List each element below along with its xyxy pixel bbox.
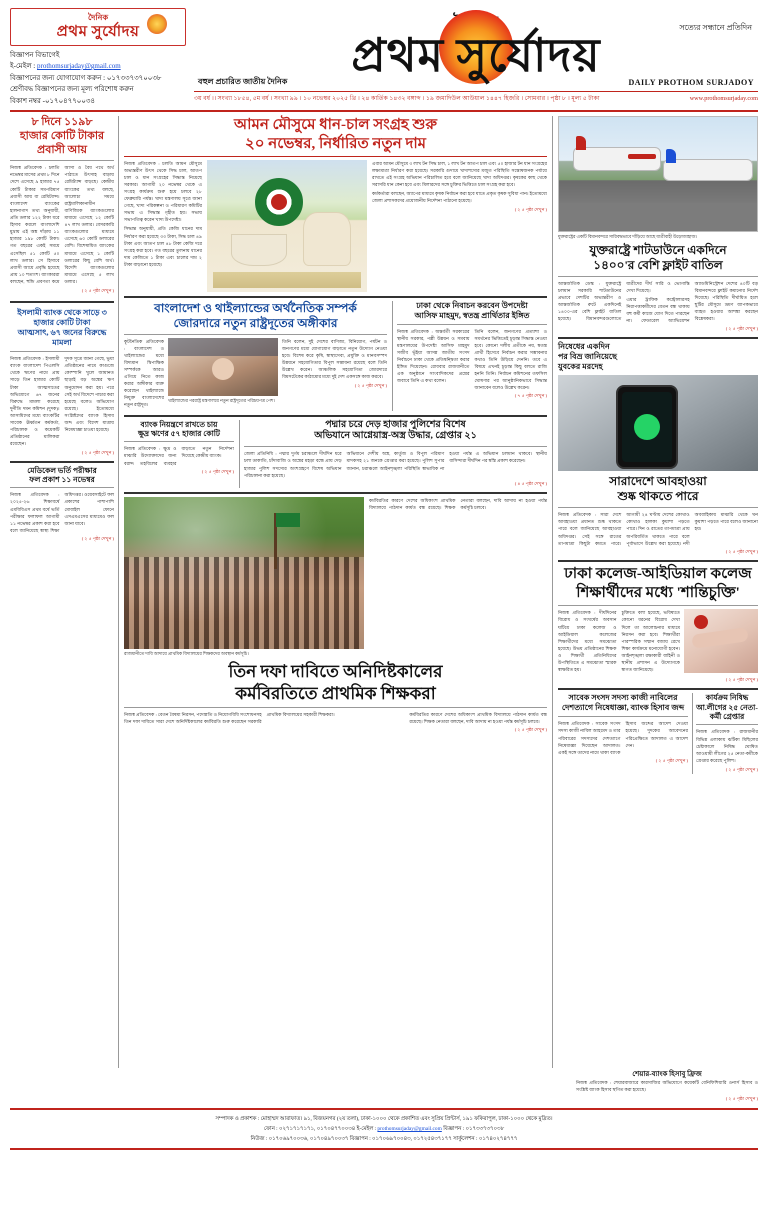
- islami-bank-body-1: নিজস্ব প্রতিবেদক : ইসলামী ব্যাংক বাংলাদেশ পিএলসি থেকে ঋণের নামে প্রায় সাড়ে তিন হাজার কোটি টাকা আত্মসাতের অভিযোগে ৬৭ জনের বিরুদ্ধে মামলা করেছে দুর্নীতি দমন কমিশন (দুদক)। আসামিদের মধ্যে ব্যাংকটির সাবেক ঊর্ধ্বতন কর্মকর্তা, পরিচালক ও কয়েকটি প্রতিষ্ঠানের মালিকরা রয়েছেন।: [10, 356, 60, 447]
- small-bank-headline-2: ক্ষুদ্র ঋণের ৫৭ হাজার কোটি: [137, 428, 220, 438]
- issue-info: ৩য় বর্ষ ।। সংখ্যা ১৮৫৪, ৫ম বর্ষ । সংখ্যা ৯৯ । ১০ নভেম্বর ২০২৫ খ্রি । ২৪ কার্তিক ১৪৩২ বঙ্গাব্দ । ১৯ জমাদিউল আউয়াল ১৪৪৭ হিজরি । সোমবার । পৃষ্ঠা ৮ । মূল্য ৫ টাকা: [194, 94, 600, 102]
- airport-caption: যুক্তরাষ্ট্রের একটি বিমানবন্দরে সারিবদ্ধভাবে দাঁড়িয়ে আছে যাত্রীবাহী উড়োজাহাজ।: [558, 234, 697, 239]
- nabil-body-text: নিজস্ব প্রতিবেদক : সাবেক সংসদ সদস্য কাজী নাবিল আহমেদ ও তার পরিবারের সদস্যদের দেশত্যাগে নিষেধাজ্ঞা দিয়েছেন আদালত। একই সঙ্গে তাদের নামে থাকা ব্যাংক হিসাব জব্দের আদেশ দেওয়া হয়েছে। দুদকের আবেদনের পরিপ্রেক্ষিতে আদালত এ আদেশ দেন।: [558, 721, 688, 755]
- lead-body-a1: নিজস্ব প্রতিবেদক : চলতি আমন মৌসুমে অভ্যন্তরীণ উৎস থেকে সিদ্ধ চাল, আতপ চাল ও ধান সংগ্রহের সিদ্ধান্ত নিয়েছে সরকার। আগামী ২০ নভেম্বর থেকে এ সংগ্রহ কার্যক্রম শুরু হয়ে চলবে ২৮ ফেব্রুয়ারি পর্যন্ত। খাদ্য মন্ত্রণালয় সূত্রে জানা গেছে, খাদ্য পরিকল্পনা ও পরিধারণ কমিটির সভায় এ সিদ্ধান্ত গৃহীত হয়। সভায় সভাপতিত্ব করেন খাদ্য উপদেষ্টা।: [124, 160, 202, 223]
- footer-email-link[interactable]: prothomsurjaday@gmail.com: [377, 1125, 442, 1132]
- remittance-headline-3: প্রবাসী আয়: [37, 143, 87, 156]
- medical-exam-continue: ( ২ ৫ পৃষ্ঠা দেখুন ): [81, 535, 114, 541]
- medical-exam-headline-2: ফল প্রকাশ ১১ নভেম্বর: [29, 474, 95, 484]
- nabil-headline-2: দেশত্যাগে নিষেধাজ্ঞা, ব্যাংক হিসাব জব্দ: [561, 703, 685, 713]
- teachers-side-text: [369, 497, 547, 512]
- teachers-body-1: নিজস্ব প্রতিবেদক : বেতন বৈষম্য নিরসন, পদোন্নতি ও নিয়োগবিধি সংশোধনসহ তিন দফা দাবিতে সারা দেশে অনির্দিষ্টকালের কর্মবিরতি শুরু করেছেন সরকারি প্রাথমিক বিদ্যালয়ের সহকারী শিক্ষকরা।: [124, 711, 335, 724]
- paddy-field-shape: [213, 272, 361, 288]
- logo-box: [10, 8, 186, 46]
- lead-headline-1: আমন মৌসুমে ধান-চাল সংগ্রহ শুরু: [234, 117, 437, 133]
- masthead-sub-left: বহুল প্রচারিত জাতীয় দৈনিক: [198, 76, 288, 86]
- lead-body-col-b: [372, 160, 547, 205]
- logo-dainik-label: দৈনিক: [87, 13, 109, 22]
- website-url[interactable]: www.prothomsurjaday.com: [689, 94, 758, 102]
- teachers-headline-2: কর্মবিরতিতে প্রাথমিক শিক্ষকরা: [235, 683, 436, 703]
- hand-shape: [691, 627, 748, 649]
- medical-exam-body-text: নিজস্ব প্রতিবেদক : ২০২৫-২৬ শিক্ষাবর্ষে এমবিবিএস প্রথম বর্ষে ভর্তি পরীক্ষার ফলাফল আগামী ১১ নভেম্বর প্রকাশ করা হবে বলে জানিয়েছে স্বাস্থ্য শিক্ষা অধিদপ্তর। ওয়েবসাইটে ফল প্রকাশের পাশাপাশি মোবাইল ফোনে এসএমএসের মাধ্যমেও ফল জানা যাবে।: [10, 492, 114, 533]
- medical-exam-headline-1: মেডিকেল ভর্তি পরীক্ষার: [27, 465, 97, 475]
- share-box-body: [576, 1079, 758, 1093]
- lead-body-b2: কর্মকর্তারা বলছেন, অ্যাপের মাধ্যমে কৃষক নির্বাচন করা হবে যাতে প্রকৃত কৃষক সুবিধা পান। ইতোমধ্যে জেলা প্রশাসকদের প্রয়োজনীয় নির্দেশনা পাঠানো হয়েছে।: [372, 190, 547, 204]
- masthead-title: প্রথম সুর্যোদয়: [351, 30, 601, 81]
- weather-continue: ( ২ ৫ পৃষ্ঠা দেখুন ): [725, 548, 758, 554]
- masthead-left-info: [10, 8, 186, 107]
- adviser-headline-1: ঢাকা থেকে নিবাচন করবেন উপদেষ্টা: [416, 300, 528, 310]
- lead-headline-2: ২০ নভেম্বর, নির্ধারিত নতুন দাম: [244, 135, 427, 152]
- teachers-body-2: কর্মবিরতির কারণে দেশের অধিকাংশ প্রাথমিক বিদ্যালয়ে পাঠদান কার্যত বন্ধ রয়েছে। শিক্ষক নেতারা বলছেন, দাবি আদায় না হওয়া পর্যন্ত কর্মসূচি চলবে।: [409, 711, 547, 724]
- footer-line-2: [16, 1124, 752, 1134]
- adviser-continue: ( ৭ ৫ পৃষ্ঠা দেখুন ): [514, 393, 547, 399]
- footer-ad-label: বিজ্ঞাপন : ০১৭৩৩৭৩৭০৩৮: [443, 1125, 505, 1132]
- masthead: [10, 8, 758, 112]
- police-body: [244, 450, 547, 478]
- al-arrest-headline-3: কর্মী গ্রেপ্তার: [709, 712, 745, 722]
- al-arrest-continue: ( ২ ৫ পৃষ্ঠা দেখুন ): [725, 766, 758, 772]
- remittance-body-text: নিজস্ব প্রতিবেদক : চলতি নভেম্বর মাসের প্রথম ৮ দিনে দেশে এসেছে ৯ হাজার ৭৫ কোটি টাকার সমপরিমাণ প্রবাসী আয় বা রেমিট্যান্স। বাংলাদেশ ব্যাংকের হালনাগাদ তথ্য অনুযায়ী, প্রতি ডলার ১২২ টাকা ধরে হিসাব করলে বাংলাদেশি মুদ্রায় এই অঙ্ক দাঁড়ায় ১১ হাজার ১৯৮ কোটি টাকা। গত বছরের একই সময়ে এসেছিল ৫১ কোটি ৫০ লাখ ডলার। সে হিসাবে প্রবাসী আয়ে প্রবৃদ্ধি হয়েছে প্রায় ১০ শতাংশ। ব্যাংকাররা বলছেন, হুন্ডি প্রবণতা কমে আসা ও বৈধ পথে অর্থ পাঠাতে উৎসাহ বাড়ায় রেমিট্যান্স বাড়ছে। কেন্দ্রীয় ব্যাংকের তথ্য বলছে, আলোচ্য সময়ে রাষ্ট্রমালিকানাধীন বাণিজ্যিক ব্যাংকগুলোর মাধ্যমে এসেছে ১২ কোটি ৪৭ লাখ ডলার। বেসরকারি ব্যাংকগুলোর মাধ্যমে এসেছে ৬০ কোটি ডলারের বেশি। বিশেষায়িত ব্যাংকের মাধ্যমে এসেছে ১ কোটি ডলারের কিছু বেশি অর্থ। বিদেশি ব্যাংকগুলোর মাধ্যমে এসেছে ৫ লাখ ডলার।: [10, 165, 114, 284]
- masthead-email-link[interactable]: prothomsurjaday@gmail.com: [37, 62, 121, 70]
- whatsapp-icon: [634, 414, 660, 440]
- ambassador-caption: থাইল্যান্ডের পররাষ্ট্র মন্ত্রণালয়ে নতুন রাষ্ট্রদূতের পরিচয়পত্র পেশ।: [168, 397, 275, 403]
- whatsapp-kicker-1: নিষেধের একদিন: [558, 342, 610, 352]
- plane-1-shape: [573, 147, 661, 171]
- email-line: [10, 61, 186, 72]
- footer-phone-label: ফোন : ০২৭১৭১৭১৭১, ০১৭০৪৭৭০০৩৪ ই-মেইল :: [263, 1125, 377, 1132]
- thailand-body-2: [282, 338, 387, 411]
- small-bank-headline-1: ব্যাংক নিয়ন্ত্রণে রাখতে চায়: [140, 419, 218, 429]
- masthead-issue-strip: [194, 91, 758, 104]
- thailand-headline-2: জোরদারে নতুন রাষ্ট্রদূতের অঙ্গীকার: [173, 315, 338, 330]
- small-bank-body: [124, 445, 234, 466]
- thailand-body-1: [124, 338, 164, 411]
- al-arrest-body: [696, 728, 758, 764]
- thailand-body-text-2: তিনি বলেন, দুই দেশের বাণিজ্য, বিনিয়োগ, পর্যটন ও জনগণের মধ্যে যোগাযোগ বাড়াতে নতুন উদ্যোগ নেওয়া হবে। বিশেষ করে কৃষি, স্বাস্থ্যসেবা, প্রযুক্তি ও মানবসম্পদ উন্নয়নে সহযোগিতার বিপুল সম্ভাবনা রয়েছে বলে তিনি উল্লেখ করেন। আঞ্চলিক সহযোগিতা জোরদারে বিমসটেকের কাঠামোর মধ্যে দুই দেশ একসঙ্গে কাজ করবে।: [282, 338, 387, 380]
- flag-icon: [276, 513, 300, 527]
- shutdown-body: [558, 280, 758, 325]
- nabil-headline-1: সাবেক সংসদ সদস্য কাজী নাবিলের: [568, 693, 678, 703]
- masthead-sub-right: DAILY PROTHOM SURJADOY: [628, 77, 754, 87]
- police-continue: ( ৪ ৫ পৃষ্ঠা দেখুন ): [514, 480, 547, 486]
- column-right: [552, 116, 758, 1068]
- column-left: [10, 116, 119, 1068]
- college-continue: ( ২ ৫ পৃষ্ঠা দেখুন ): [725, 677, 758, 683]
- shutdown-headline-1: যুক্তরাষ্ট্রে শাটডাউনে একদিনে: [589, 242, 727, 257]
- college-headline-2: শিক্ষার্থীদের মধ্যে 'শান্তিচুক্তি': [576, 584, 740, 601]
- whatsapp-kicker-2: পর বিভ্র জানিয়েছে: [558, 352, 617, 362]
- teachers-headline-1: তিন দফা দাবিতে অনিদিষ্টকালের: [228, 662, 443, 682]
- column-middle: [124, 116, 547, 1068]
- shutdown-headline-2: ১৪০০'র বেশি ফ্লাইট বাতিল: [593, 257, 723, 272]
- ambassador-photo: [168, 338, 278, 396]
- whatsapp-photo: [558, 375, 758, 471]
- islami-bank-continue: ( ২ ৫ পৃষ্ঠা দেখুন ): [81, 449, 114, 455]
- teachers-continue: ( ২ ৫ পৃষ্ঠা দেখুন ): [514, 727, 547, 733]
- thailand-body-text-1: কূটনৈতিক প্রতিবেদক : বাংলাদেশ ও থাইল্যান্ডের মধ্যে বিদ্যমান দ্বিপাক্ষিক সম্পর্ককে আরও এগিয়ে নিতে কাজ করার অঙ্গীকার ব্যক্ত করেছেন থাইল্যান্ডে নিযুক্ত বাংলাদেশের নতুন রাষ্ট্রদূত।: [124, 338, 164, 408]
- thailand-continue: ( ২ ৫ পৃষ্ঠা দেখুন ): [354, 383, 387, 389]
- protest-photo: [124, 497, 364, 649]
- adviser-body-2: তিনি বলেন, জনগণের প্রত্যাশা ও সমর্থনের ভিত্তিতেই চূড়ান্ত সিদ্ধান্ত নেওয়া হবে। কোনো দলীয় প্রতীকে নয়, স্বতন্ত্র প্রার্থী হিসেবে নির্বাচন করার সম্ভাবনার কথাও তিনি উড়িয়ে দেননি। তবে এ বিষয়ে এখনই চূড়ান্ত কিছু বলতে রাজি হননি তিনি। নির্বাচন কমিশনের তফসিল ঘোষণার পর আনুষ্ঠানিকভাবে সিদ্ধান্ত জানাবেন বলেও উল্লেখ করেন।: [474, 328, 547, 391]
- share-box-continue: ( ২ ৫ পৃষ্ঠা দেখুন ): [725, 1095, 758, 1101]
- remittance-headline-2: হাজার কোটি টাকার: [19, 129, 105, 142]
- ad-dept-line: বিজ্ঞাপন বিভাগেই: [10, 50, 60, 59]
- islami-bank-body: [10, 355, 114, 447]
- crowd-shape: [124, 557, 364, 649]
- ad-contact-line: বিজ্ঞাপনের জন্য যোগাযোগ করুন : ০১৭৩৩৭৩৭০০৩৮: [10, 73, 162, 82]
- lead-body-col-a: [124, 160, 202, 269]
- rice-photo: [207, 160, 367, 292]
- medical-exam-body: [10, 491, 114, 534]
- al-arrest-headline-2: আ.লীগের ২৫ নেতা-: [696, 702, 758, 712]
- footer-line-3: নিউজ : ০১৭০৬৯৭০০৩৬, ০১৭০৪৯৭০০৩৭ বিজ্ঞাপন : ০১৭০৬৯৭০০৪৩, ০১৭২৫৪৩৭১৭৭ সার্কুলেশন : ০১৭৪০২৭৪৭৭৭: [250, 1135, 518, 1142]
- sun-icon: [147, 14, 167, 34]
- police-headline-1: পদ্মার চরে দেড় হাজার পুলিশের বিশেষ: [325, 419, 466, 430]
- islami-bank-headline-2: আত্মসাৎ, ৬৭ জনের বিরুদ্ধে মামলা: [17, 328, 107, 348]
- college-headline-1: ঢাকা কলেজ-আইডিয়াল কলেজ: [564, 565, 752, 582]
- rice-bowl-shape: [231, 234, 287, 266]
- lead-body-b1: এবার আমন মৌসুমে ৩ লাখ টন সিদ্ধ চাল, ১ লাখ টন আতপ চাল এবং ৫০ হাজার টন ধান সংগ্রহের লক্ষ্যমাত্রা নির্ধারণ করা হয়েছে। সরকারি গুদামে খাদ্যশস্যের মজুত পরিস্থিতি সন্তোষজনক পর্যায়ে রাখতে এই সংগ্রহ অভিযান পরিচালিত হবে বলে জানিয়েছে খাদ্য অধিদপ্তর। কৃষকের কাছ থেকে সরাসরি ধান কেনা হবে এবং মিলারদের সঙ্গে চুক্তির ভিত্তিতে চাল সংগ্রহ করা হবে।: [372, 160, 547, 187]
- adviser-headline-2: আসিফ মাহমুদ, স্বতন্ত্র প্রার্থিতার ইঙ্গিত: [414, 310, 530, 320]
- lead-body-a2: সিদ্ধান্ত অনুযায়ী, প্রতি কেজি ধানের দাম নির্ধারণ করা হয়েছে ৩৩ টাকা, সিদ্ধ চাল ৪৯ টাকা এবং আতপ চাল ৪৮ টাকা কেজি দরে সংগ্রহ করা হবে। গত বছরের তুলনায় ধানের দাম কেজিতে ১ টাকা এবং চালের দাম ২ টাকা বাড়ানো হয়েছে।: [124, 226, 202, 268]
- handshake-photo: [684, 609, 758, 673]
- share-box-headline: শেয়ার-ব্যাংক হিসাবু ফ্রিজ: [632, 1070, 702, 1078]
- page-footer: [10, 1108, 758, 1150]
- plane-2-shape: [663, 159, 753, 181]
- share-box-body-text: নিজস্ব প্রতিবেদক : শেয়ারবাজারে কারসাজির অভিযোগে কয়েকটি বেনিফিশিয়ারি ওনার্স হিসাব ও সংশ্লিষ্ট ব্যাংক হিসাব স্থগিত করা হয়েছে।: [576, 1079, 758, 1092]
- footer-line-1: সম্পাদক ও প্রকাশক : মোহাম্মদ আরাফাত। ৯১, বিজয়নগর (২য় তলা), ঢাকা-১০০০ থেকে প্রকাশিত এবং সুপ্রিয় প্রিন্টার্স, ১৯১ ফকিরাপুল, ঢাকা-১০০০ থেকে মুদ্রিত।: [215, 1115, 553, 1122]
- weather-headline-2: শুষ্ক থাকতে পারে: [617, 489, 699, 504]
- nabil-continue: ( ২ ৫ পৃষ্ঠা দেখুন ): [655, 757, 688, 763]
- al-arrest-body-text: নিজস্ব প্রতিবেদক : রাজধানীর বিভিন্ন এলাকায় ঝটিকা মিছিলের চেষ্টাকালে নিষিদ্ধ ঘোষিত আওয়ামী লীগের ২৫ নেতা-কর্মীকে গ্রেপ্তার করেছে পুলিশ।: [696, 729, 758, 763]
- rice-sack-shape: [303, 212, 351, 266]
- photo-banner-shape: [168, 338, 278, 356]
- weather-headline-1: সারাদেশে আবহাওয়া: [609, 474, 707, 489]
- tarmac-shape: [559, 203, 757, 231]
- islami-bank-headline-1: ইসলামী ব্যাংক থেকে সাড়ে ৩ হাজার কোটি টাকা: [17, 308, 107, 328]
- logo-name-label: প্রথম সুর্যোদয়: [56, 24, 140, 40]
- masthead-tagline: সত্যের সন্ধানে প্রতিদিন: [679, 23, 752, 32]
- police-body-2: অভিযানে দেশীয় অস্ত্র, কার্তুজ ও বিপুল পরিমাণ মাদকসহ ২১ জনকে গ্রেপ্তার করা হয়েছে। পুলিশ সুপার জানান, চরাঞ্চলে আইনশৃঙ্খলা পরিস্থিতি স্বাভাবিক না হওয়া পর্যন্ত এ অভিযান চলমান থাকবে। স্থানীয় বাসিন্দারা দীর্ঘদিন পর স্বস্তি প্রকাশ করেছেন।: [346, 451, 547, 471]
- remittance-body: [10, 164, 114, 286]
- thailand-headline-1: বাংলাদেশ ও থাইল্যান্ডের অর্থনৈতিক সম্পর্ক: [154, 300, 357, 315]
- small-bank-body-text: নিজস্ব প্রতিবেদক : ক্ষুদ্র ও মাঝারি উদ্যোক্তাদের জন্য বরাদ্দ তহবিলের ব্যবহার বাড়াতে নতুন নির্দেশনা দিয়েছে কেন্দ্রীয় ব্যাংক।: [124, 446, 234, 466]
- adviser-body-1: নিজস্ব প্রতিবেদক : অন্তর্বর্তী সরকারের স্থানীয় সরকার, পল্লী উন্নয়ন ও সমবায় মন্ত্রণালয়ের উপদেষ্টা আসিফ মাহমুদ সজীব ভূঁইয়া আসন্ন জাতীয় সংসদ নির্বাচনে ঢাকা থেকে প্রতিদ্বন্দ্বিতা করার ইঙ্গিত দিয়েছেন। রোববার রাজধানীতে এক অনুষ্ঠানে সাংবাদিকদের প্রশ্নের জবাবে তিনি এ কথা বলেন।: [397, 328, 470, 384]
- shutdown-body-2: এয়ার ট্রাফিক কন্ট্রোলারসহ নিরাপত্তাকর্মীদের বেতন বন্ধ থাকায় বহু কর্মী কাজে যোগ দিতে পারছেন না। ফেডারেল অ্যাভিয়েশন অ্যাডমিনিস্ট্রেশন দেশের ৪০টি বড় বিমানবন্দরে ফ্লাইট কমানোর নির্দেশ দিয়েছে। পরিস্থিতি দীর্ঘায়িত হলে ছুটির মৌসুমে ভ্রমণ ব্যাপকভাবে ব্যাহত হওয়ার আশঙ্কা করছেন বিশ্লেষকরা।: [626, 280, 758, 324]
- govt-seal-icon: [255, 178, 303, 226]
- classified-line: শ্রেণীবদ্ধ বিজ্ঞাপনের জন্য মূল্য পরিশোধ করুন: [10, 85, 134, 93]
- small-bank-continue: ( ২ ৫ পৃষ্ঠা দেখুন ): [201, 468, 234, 474]
- shutdown-continue: ( ২ ৫ পৃষ্ঠা দেখুন ): [725, 326, 758, 332]
- email-label: ই-মেইল :: [10, 62, 36, 70]
- masthead-title-block: [194, 8, 758, 104]
- police-headline-2: অভিযানে আগ্নেয়াস্ত্র-অস্ত্র উদ্ধার, গ্রেপ্তার ২১: [314, 431, 477, 442]
- police-body-1: জেলা প্রতিনিধি : পদ্মার দুর্গম চরাঞ্চলে দীর্ঘদিন ধরে চলা ডাকাতি, চাঁদাবাজি ও অস্ত্রের মহড়া বন্ধে প্রায় দেড় হাজার পুলিশ সদস্যের অংশগ্রহণে বিশেষ অভিযান পরিচালনা করা হয়েছে।: [244, 451, 342, 478]
- teachers-side-body: কর্মবিরতির কারণে দেশের অধিকাংশ প্রাথমিক বিদ্যালয়ে পাঠদান কার্যত বন্ধ রয়েছে। শিক্ষক নেতারা বলছেন, দাবি আদায় না হওয়া পর্যন্ত কর্মসূচি চলবে।: [369, 497, 547, 510]
- teachers-body: [124, 711, 547, 725]
- phone-shape: [616, 385, 678, 469]
- shutdown-body-1: আন্তর্জাতিক ডেস্ক : যুক্তরাষ্ট্রে চলমান সরকারি শাটডাউনের প্রভাবে দেশটির অভ্যন্তরীণ ও আন্তর্জাতিক রুটে একদিনেই ১৪০০-এর বেশি ফ্লাইট বাতিল হয়েছে। বিমানবন্দরগুলোতে যাত্রীদের দীর্ঘ সারি ও ভোগান্তি দেখা দিয়েছে।: [558, 280, 690, 322]
- rose-icon: [694, 615, 708, 629]
- adviser-body: [397, 328, 547, 392]
- weather-body-text: নিজস্ব প্রতিবেদক : সারা দেশে আবহাওয়া প্রধানত শুষ্ক থাকতে পারে বলে জানিয়েছে আবহাওয়া অধিদপ্তর। সেই সঙ্গে রাতের তাপমাত্রা কিছুটা কমতে পারে। আগামী ২৪ ঘণ্টায় দেশের কোথাও কোথাও হালকা কুয়াশা পড়তে পারে। দিন ও রাতের তাপমাত্রা প্রায় অপরিবর্তিত থাকতে পারে বলে পূর্বাভাসে উল্লেখ করা হয়েছে। নদী অববাহিকায় মাঝারি থেকে ঘন কুয়াশা পড়তে পারে বলেও জানানো হয়।: [558, 512, 758, 546]
- remittance-headline-1: ৮ দিনে ১১৯৮: [31, 116, 93, 128]
- person-face-shape: [212, 358, 234, 380]
- airport-photo: [558, 116, 758, 232]
- whatsapp-kicker-3: যুবকের মরদেহ: [558, 362, 603, 372]
- bottom-strip: [10, 1070, 758, 1103]
- bkash-line: বিকাশ নম্বর -০১৭০৪৭৭০০৩৪: [10, 96, 95, 105]
- islami-bank-body-2: দুদক সূত্রে জানা গেছে, ভুয়া প্রতিষ্ঠানের নামে কাগুজে কোম্পানি খুলে জামানত ছাড়াই বড় অঙ্কের ঋণ অনুমোদন করা হয়। পরে সেই অর্থ বিদেশে পাচার করা হয়েছে বলেও অভিযোগ রয়েছে। ইতোমধ্যে সংশ্লিষ্টদের ব্যাংক হিসাব জব্দ এবং বিদেশ যাত্রায় নিষেধাজ্ঞা চাওয়া হয়েছে।: [64, 356, 114, 433]
- college-body-2: চুক্তিতে বলা হয়েছে, ভবিষ্যতে কোনো ধরনের বিরোধ দেখা দিলে তা আলোচনার মাধ্যমে নিরসন করা হবে। শিক্ষার্থীরা পারস্পরিক সম্মান বজায় রেখে শিক্ষা কার্যক্রমে মনোযোগী হবেন। আইনশৃঙ্খলা রক্ষাকারী বাহিনী ও স্থানীয় প্রশাসন এ উদ্যোগকে স্বাগত জানিয়েছে।: [621, 610, 680, 673]
- protest-caption: রাজধানীতে দাবি আদায়ে প্রাথমিক বিদ্যালয়ের শিক্ষকদের অবস্থান কর্মসূচি।: [124, 650, 249, 656]
- al-arrest-headline-1: কার্যক্রম নিষিদ্ধ: [705, 693, 749, 703]
- nabil-body: [558, 720, 688, 756]
- page-content: [10, 116, 758, 1068]
- weather-body: [558, 511, 758, 547]
- lead-continue: ( ২ ৫ পৃষ্ঠা দেখুন ): [514, 207, 547, 213]
- remittance-continue: ( ২ ৫ পৃষ্ঠা দেখুন ): [81, 288, 114, 294]
- lead-story: [124, 116, 547, 292]
- college-body: [558, 609, 680, 675]
- teachers-story: [124, 497, 547, 734]
- college-body-1: নিজস্ব প্রতিবেদক : দীর্ঘদিনের বিরোধ ও সংঘর্ষের অবসান ঘটিয়ে ঢাকা কলেজ ও আইডিয়াল কলেজের শিক্ষার্থীদের মধ্যে সমঝোতা হয়েছে। উভয় প্রতিষ্ঠানের শিক্ষক ও শিক্ষার্থী প্রতিনিধিদের উপস্থিতিতে এ সমঝোতা স্মারক স্বাক্ষরিত হয়।: [558, 610, 617, 673]
